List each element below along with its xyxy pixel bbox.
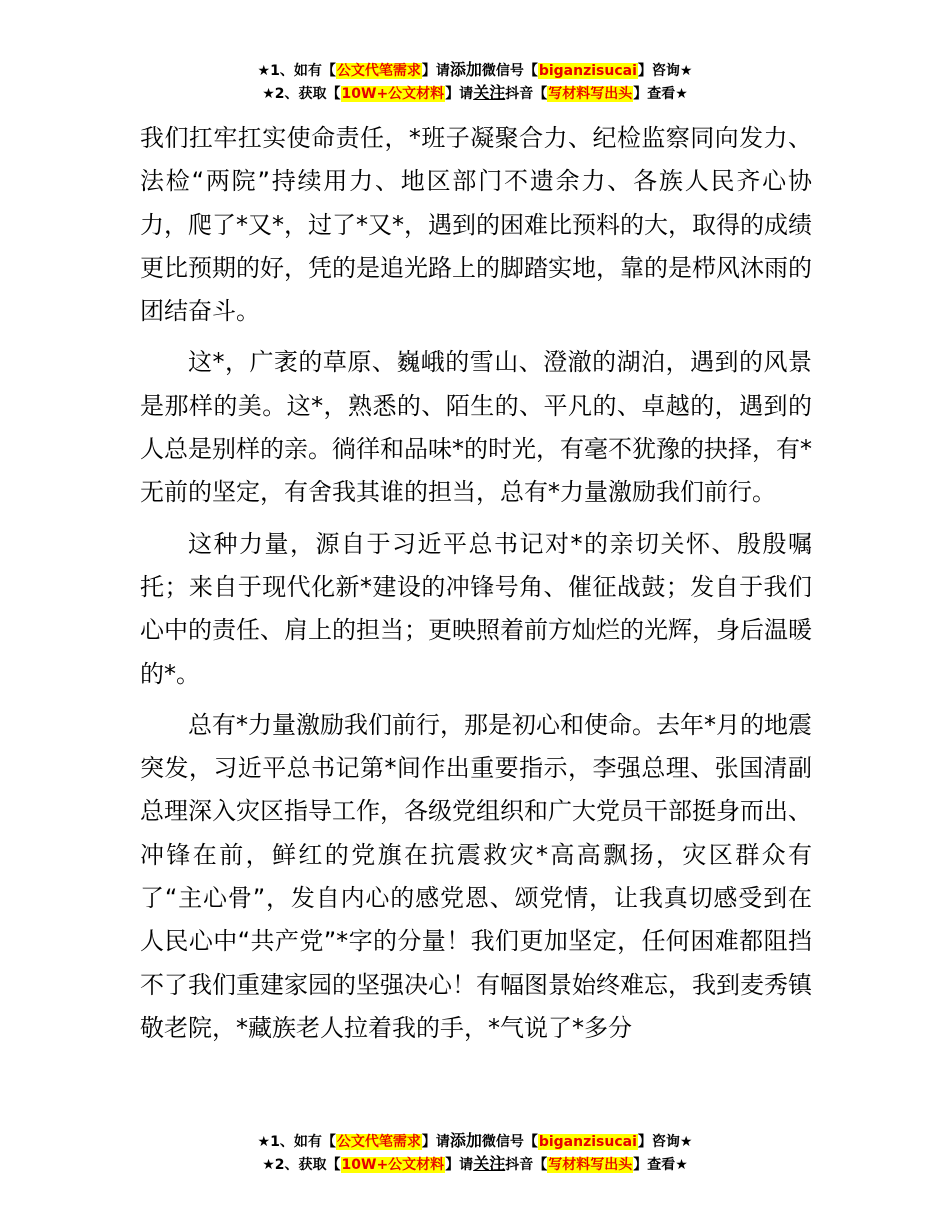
banner-line-2 <box>0 82 950 105</box>
banner-text: 关注 <box>473 1154 506 1173</box>
paragraph: 总有*力量激励我们前行，那是初心和使命。去年*月的地震突发，习近平总书记第*间作出重要指示，李强总理、张国清副总理深入灾区指导工作，各级党组织和广大党员干部挺身而出、冲锋在前，鲜红的党旗在抗震救灾*高高飘扬，灾区群众有了“主心骨”，发自内心的感党恩、颂党情，让我真切感受到在人民心中“共产党”*字的分量！我们更加坚定，任何困难都阻挡不了我们重建家园的坚强决心！有幅图景始终难忘，我到麦秀镇敬老院，*藏族老人拉着我的手，*气说了*多分 <box>140 710 812 1042</box>
banner-text: 】请 <box>445 1157 474 1173</box>
banner-text: 】查看★ <box>633 1157 688 1173</box>
highlight-text: biganzisucai <box>538 63 637 79</box>
banner-line-2 <box>0 1153 950 1176</box>
highlight-text: 写材料写出头 <box>548 86 633 102</box>
paragraph: 这种力量，源自于习近平总书记对*的亲切关怀、殷殷嘱托；来自于现代化新*建设的冲锋号角、催征战鼓；发自于我们心中的责任、肩上的担当；更映照着前方灿烂的光辉，身后温暖的*。 <box>140 529 812 688</box>
banner-text: 】咨询★ <box>637 63 693 79</box>
banner-line-1 <box>0 59 950 82</box>
header-banner <box>0 59 950 105</box>
banner-text: 微信号【 <box>481 1134 538 1150</box>
banner-text: 】请 <box>421 1134 450 1150</box>
highlight-text: 10W+公文材料 <box>341 1157 445 1173</box>
highlight-text: 公文代笔需求 <box>336 63 421 79</box>
footer-banner <box>0 1130 950 1176</box>
highlight-text: biganzisucai <box>538 1134 637 1150</box>
banner-text: ★2、获取【 <box>262 1157 341 1173</box>
banner-text: 】咨询★ <box>637 1134 693 1150</box>
banner-text: 】请 <box>445 86 474 102</box>
banner-text: 抖音【 <box>505 1157 548 1173</box>
document-body <box>140 117 812 1058</box>
banner-line-1 <box>0 1130 950 1153</box>
banner-text: 微信号【 <box>481 63 538 79</box>
highlight-text: 10W+公文材料 <box>341 86 445 102</box>
paragraph: 这*，广袤的草原、巍峨的雪山、澄澈的湖泊，遇到的风景是那样的美。这*，熟悉的、陌生的、平凡的、卓越的，遇到的人总是别样的亲。徜徉和品味*的时光，有毫不犹豫的抉择，有*无前的坚定，有舍我其谁的担当，总有*力量激励我们前行。 <box>140 348 812 507</box>
banner-text: 关注 <box>473 83 506 102</box>
banner-text: 添加 <box>449 1131 482 1150</box>
banner-text: 】请 <box>421 63 450 79</box>
banner-text: 抖音【 <box>505 86 548 102</box>
banner-text: 】查看★ <box>633 86 688 102</box>
banner-text: 添加 <box>449 60 482 79</box>
banner-text: ★2、获取【 <box>262 86 341 102</box>
banner-text: ★1、如有【 <box>257 1134 336 1150</box>
banner-text: ★1、如有【 <box>257 63 336 79</box>
highlight-text: 公文代笔需求 <box>336 1134 421 1150</box>
highlight-text: 写材料写出头 <box>548 1157 633 1173</box>
paragraph: 我们扛牢扛实使命责任，*班子凝聚合力、纪检监察同向发力、法检“两院”持续用力、地区部门不遗余力、各族人民齐心协力，爬了*又*，过了*又*，遇到的困难比预料的大，取得的成绩更比预期的好，凭的是追光路上的脚踏实地，靠的是栉风沐雨的团结奋斗。 <box>140 124 812 326</box>
